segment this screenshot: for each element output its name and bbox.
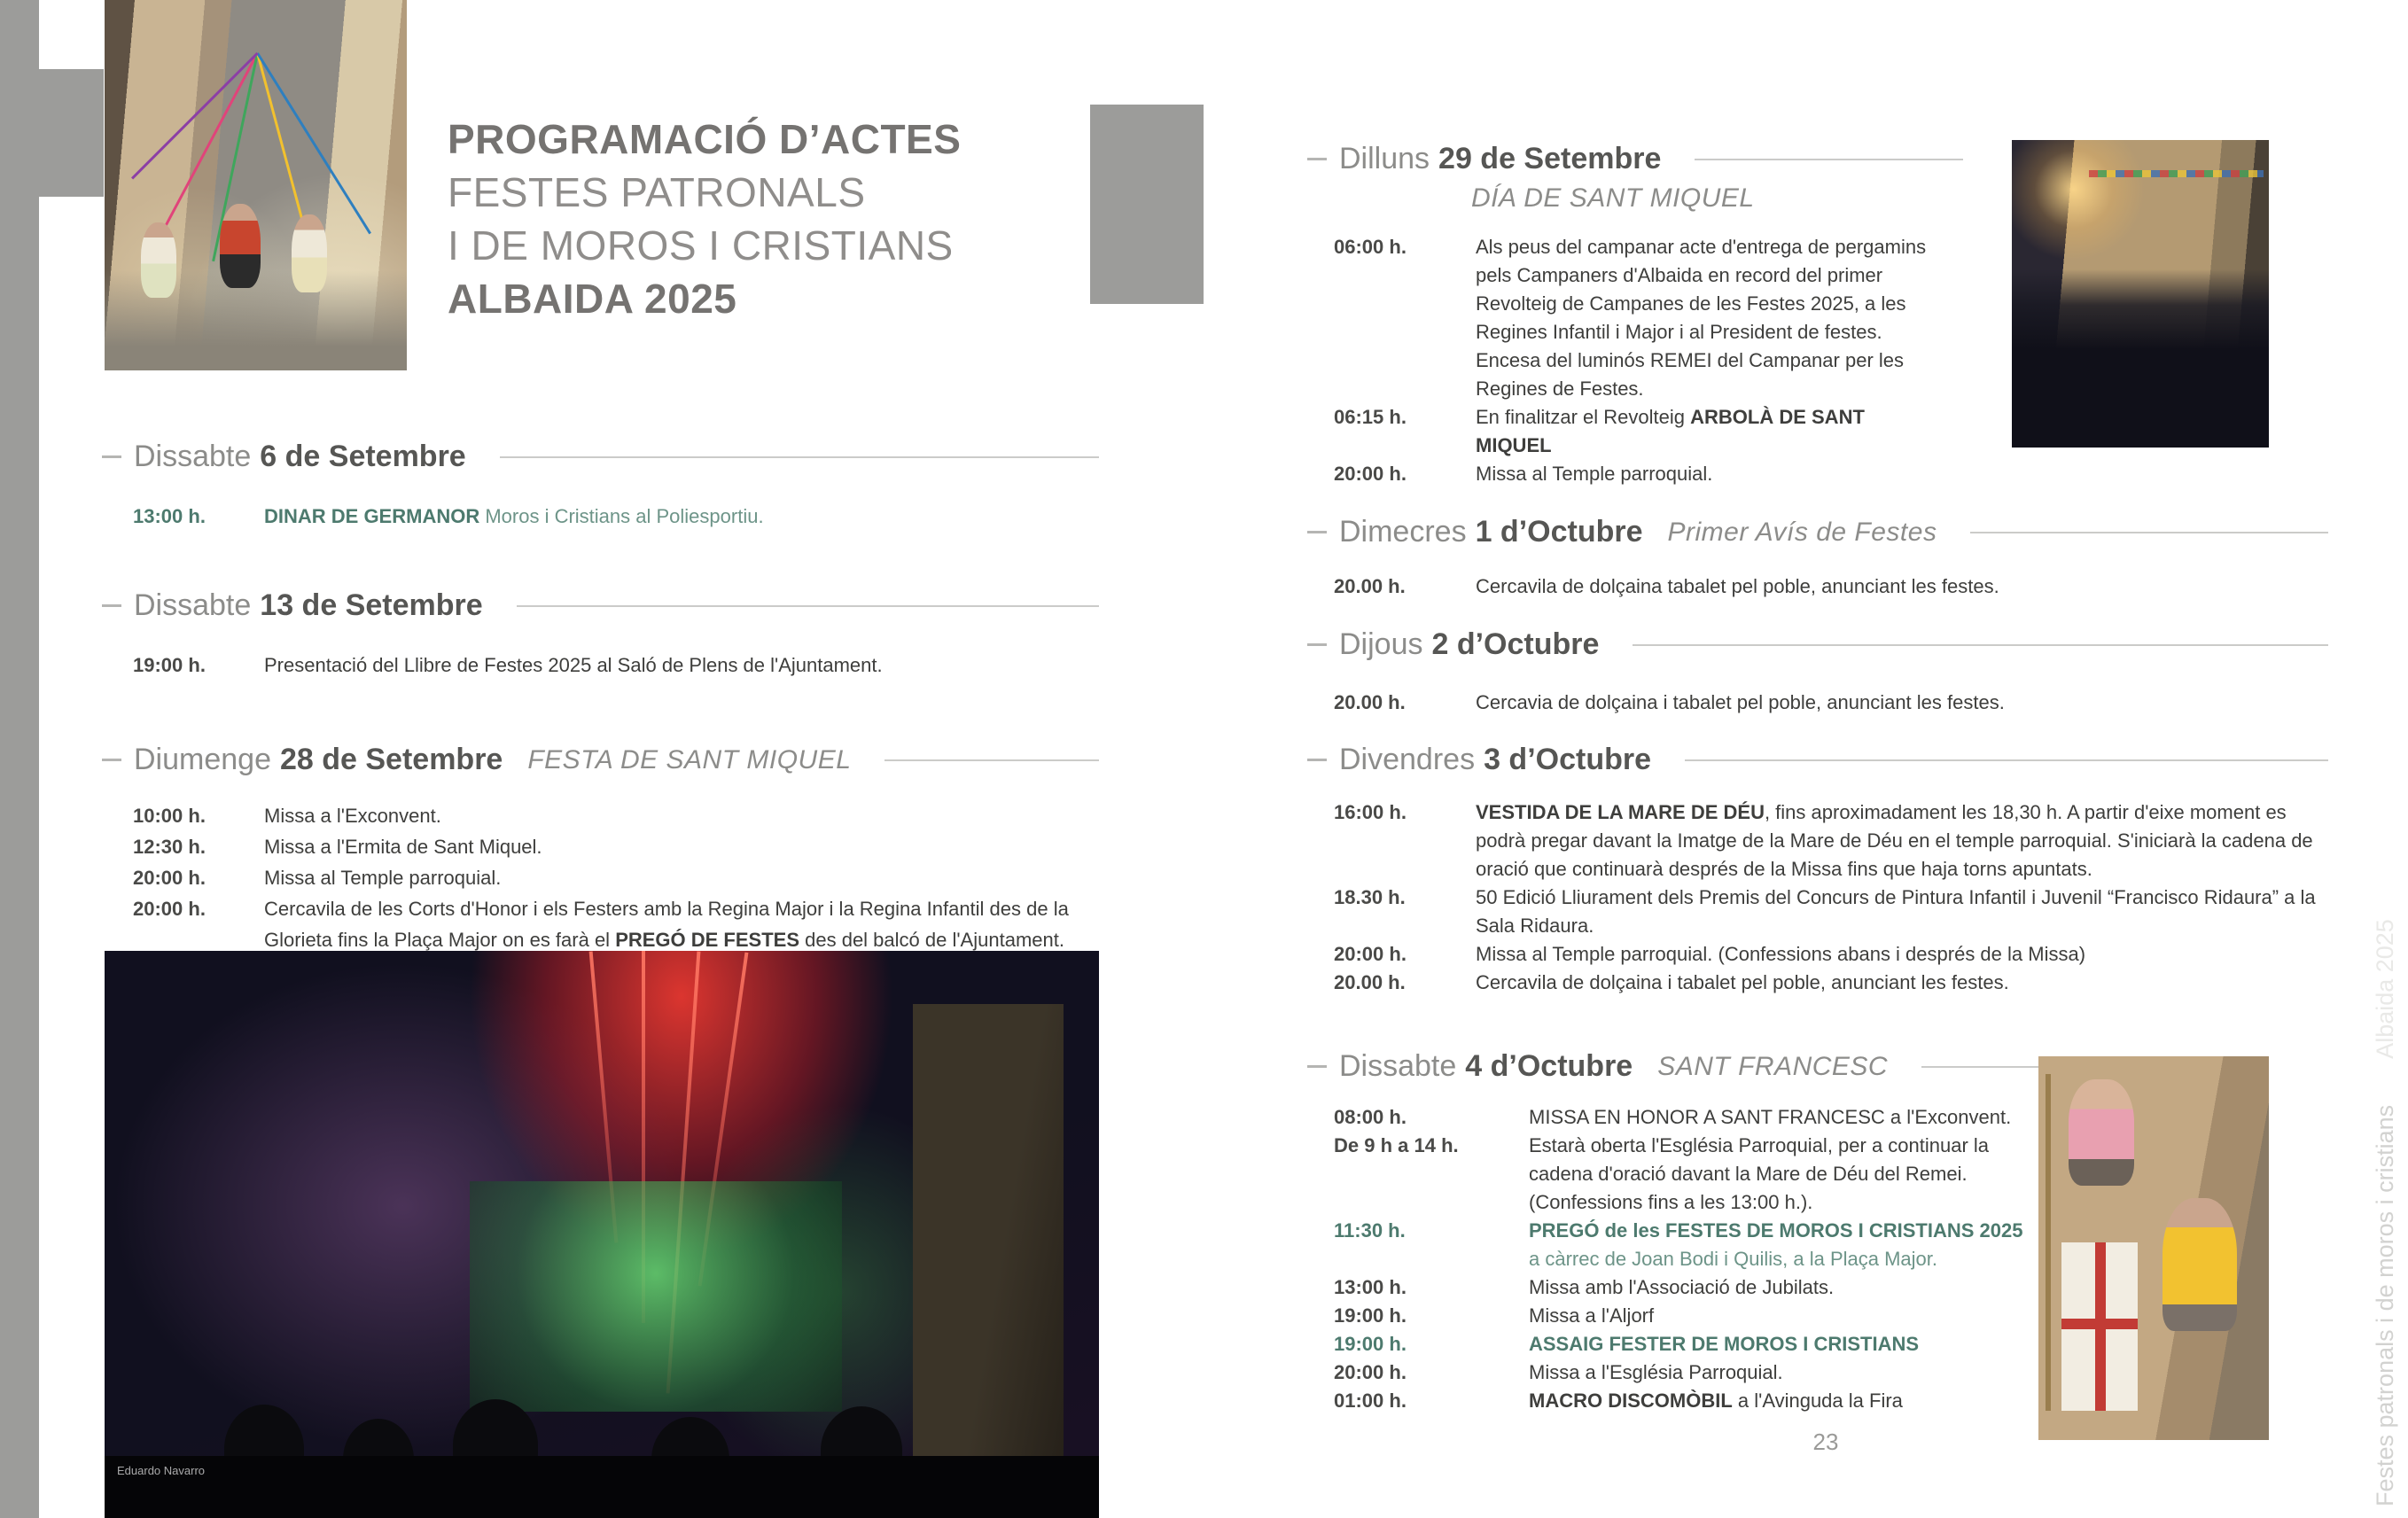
event-text: Missa amb l'Associació de Jubilats. — [1529, 1276, 1835, 1298]
section-heading — [1307, 743, 2328, 777]
event-text: Presentació del Llibre de Festes 2025 al Saló de Plens de l'Ajuntament. — [264, 654, 883, 676]
event-time: 16:00 h. — [1334, 801, 1407, 823]
event-text: MISSA EN HONOR A SANT FRANCESC a l'Exconvent. — [1529, 1106, 2012, 1128]
event-desc — [1476, 884, 2328, 940]
event-text: Moros i Cristians al Poliesportiu. — [485, 505, 764, 527]
section-day: Divendres — [1339, 743, 1476, 776]
event-list — [102, 800, 1099, 955]
title-line-4: ALBAIDA 2025 — [448, 276, 737, 322]
event-text: Missa al Temple parroquial. (Confessions abans i després de la Missa) — [1476, 943, 2086, 965]
title-gray-block — [1090, 105, 1204, 304]
title-line-3: I DE MOROS I CRISTIANS — [448, 222, 954, 269]
section-subtitle: FESTA DE SANT MIQUEL — [527, 744, 852, 775]
event-text: Als peus del campanar acte d'entrega de pergamins pels Campaners d'Albaida en record del primer Revolteig de Campanes de les Festes 2025, a les Regines Infantil i Major i al President de festes. Encesa del luminós REMEI del Campanar per les Regines de Festes. — [1476, 236, 1927, 400]
event-time: 19:00 h. — [1334, 1304, 1407, 1327]
event-text: DINAR DE GERMANOR — [264, 505, 486, 527]
section-heading — [102, 743, 1099, 777]
event-desc — [1529, 1358, 2038, 1387]
event-row — [102, 650, 1099, 681]
heading-dash-icon — [102, 455, 121, 458]
page-number: 23 — [1812, 1428, 1839, 1455]
dancer-figure — [292, 214, 327, 292]
speaker-figure — [2069, 1079, 2134, 1186]
group-silhouette — [2012, 269, 2269, 448]
event-text: MACRO DISCOMÒBIL — [1529, 1390, 1733, 1412]
heading-rule — [517, 605, 1099, 607]
event-desc — [264, 893, 1099, 955]
section-day: Dissabte — [134, 440, 252, 473]
photo-campaners-group — [2012, 140, 2269, 448]
event-list — [102, 650, 1099, 681]
crowd-silhouette — [105, 1456, 1099, 1518]
event-row — [102, 800, 1099, 831]
heading-rule — [1695, 159, 1963, 160]
sidebar-year-label: Albaida 2025 — [2372, 919, 2398, 1059]
sidebar-festes-label: Festes patronals i de moros i cristians — [2372, 1104, 2398, 1506]
heading-dash-icon — [1307, 158, 1327, 160]
event-text: Missa al Temple parroquial. — [264, 867, 502, 889]
event-list — [102, 501, 1099, 532]
event-desc — [1529, 1103, 2038, 1132]
event-time: 12:30 h. — [133, 836, 206, 858]
event-time: 20.00 h. — [1334, 575, 1406, 597]
photo-prego-balcony — [2038, 1056, 2269, 1440]
event-text: Missa a l'Exconvent. — [264, 805, 441, 827]
event-text: PREGÓ de les FESTES DE MOROS I CRISTIANS 2025 — [1529, 1219, 2023, 1242]
sidebar-vertical-subtitle — [2372, 919, 2399, 1506]
section-date: 6 de Setembre — [260, 440, 466, 473]
section-day: Diumenge — [134, 743, 271, 776]
title-line-2: FESTES PATRONALS — [448, 169, 866, 215]
section-date: 13 de Setembre — [260, 588, 483, 622]
event-text: des del balcó de l'Ajuntament. — [799, 929, 1064, 951]
event-desc — [1476, 969, 2328, 997]
event-time: 08:00 h. — [1334, 1106, 1407, 1128]
event-row — [102, 501, 1099, 532]
event-text: Cercavila de les Corts d'Honor i els Festers amb la Regina Major i la Regina Infantil des de la Glorieta fins la Plaça Major on es farà el — [264, 898, 1069, 951]
dancer-figure — [141, 222, 176, 298]
section-day: Dissabte — [1339, 1049, 1457, 1083]
event-text: a l'Avinguda la Fira — [1732, 1390, 1903, 1412]
event-text: Cercavila de dolçaina i tabalet pel poble, anunciant les festes. — [1476, 971, 2009, 993]
section-date: 28 de Setembre — [279, 743, 503, 776]
event-time: 06:00 h. — [1334, 236, 1407, 258]
sidebar-vertical-title: PROGRAMA D’ACTES — [2363, 214, 2406, 642]
section-heading — [1307, 1049, 2038, 1084]
section-heading — [1307, 627, 2328, 662]
event-desc — [1529, 1217, 2038, 1273]
event-desc — [264, 862, 1099, 893]
event-row — [1307, 940, 2328, 969]
event-row — [1307, 572, 2328, 601]
event-time: 20:00 h. — [1334, 463, 1407, 485]
heading-rule — [884, 759, 1099, 761]
event-time: 06:15 h. — [1334, 406, 1407, 428]
heading-rule — [1970, 532, 2328, 533]
event-row — [1307, 969, 2328, 997]
heading-dash-icon — [102, 604, 121, 607]
event-desc — [1529, 1387, 2038, 1415]
event-desc — [264, 800, 1099, 831]
tower-silhouette — [913, 1004, 1064, 1518]
event-row — [102, 831, 1099, 862]
section-subtitle: Primer Avís de Festes — [1667, 517, 1937, 547]
event-desc — [1476, 233, 1932, 403]
event-desc — [1529, 1132, 2038, 1217]
heading-rule — [1685, 759, 2328, 761]
section-heading — [1307, 142, 1963, 176]
event-row — [1307, 689, 2328, 717]
page-title — [448, 113, 1086, 325]
ribbon-decoration — [131, 52, 259, 180]
section-day: Dimecres — [1339, 515, 1467, 549]
title-line-1: PROGRAMACIÓ D’ACTES — [448, 116, 962, 162]
schedule-section — [1307, 743, 2328, 997]
event-desc — [1529, 1330, 2038, 1358]
event-desc — [1476, 940, 2328, 969]
event-row — [102, 893, 1099, 955]
event-text: VESTIDA DE LA MARE DE DÉU — [1476, 801, 1765, 823]
event-desc — [264, 831, 1099, 862]
schedule-section — [102, 440, 1099, 532]
ribbon-decoration — [256, 52, 371, 234]
event-row — [102, 862, 1099, 893]
section-date: 1 d’Octubre — [1475, 515, 1643, 549]
reader-figure — [2163, 1198, 2237, 1331]
photo-street-procession — [105, 0, 407, 370]
schedule-section — [1307, 515, 2328, 601]
event-text: En finalitzar el Revolteig — [1476, 406, 1691, 428]
cross-flag — [2061, 1242, 2138, 1411]
event-text: Cercavila de dolçaina tabalet pel poble, anunciant les festes. — [1476, 575, 1999, 597]
dancer-figure — [220, 204, 261, 288]
event-time: 11:30 h. — [1334, 1219, 1406, 1242]
event-time: 19:00 h. — [1334, 1333, 1407, 1355]
event-row — [1307, 884, 2328, 940]
schedule-section — [102, 743, 1099, 955]
event-text: a càrrec de Joan Bodi i Quilis, a la Plaça Major. — [1529, 1248, 1938, 1270]
section-heading — [1307, 515, 2328, 549]
event-time: 20:00 h. — [133, 898, 206, 920]
section-heading — [102, 440, 1099, 474]
section-date: 29 de Setembre — [1438, 142, 1662, 175]
event-time: De 9 h a 14 h. — [1334, 1134, 1459, 1156]
event-time: 20:00 h. — [133, 867, 206, 889]
heading-rule — [1921, 1066, 2038, 1068]
balcony-rail — [2046, 1074, 2051, 1411]
event-desc — [1529, 1302, 2038, 1330]
section-date: 2 d’Octubre — [1431, 627, 1600, 661]
event-time: 18.30 h. — [1334, 886, 1406, 908]
section-subtitle: DÍA DE SANT MIQUEL — [1471, 183, 1755, 213]
left-gray-block — [39, 69, 104, 197]
left-edge-band — [0, 0, 39, 1518]
event-text: Cercavia de dolçaina i tabalet pel poble, anunciant les festes. — [1476, 691, 2005, 713]
event-time: 13:00 h. — [1334, 1276, 1407, 1298]
section-subtitle: SANT FRANCESC — [1657, 1051, 1889, 1081]
event-list — [1307, 689, 2328, 717]
event-desc — [1476, 403, 1932, 460]
green-lit-facade — [470, 1181, 842, 1412]
heading-dash-icon — [102, 759, 121, 761]
event-text: ARBOLÀ DE SANT MIQUEL — [1476, 406, 1865, 456]
section-date: 3 d’Octubre — [1484, 743, 1652, 776]
event-desc — [1476, 798, 2328, 884]
section-day: Dijous — [1339, 627, 1423, 661]
heading-dash-icon — [1307, 643, 1327, 646]
event-row — [1307, 798, 2328, 884]
event-text: Estarà oberta l'Església Parroquial, per a continuar la cadena d'oració davant la Mare de Déu del Remei. (Confessions fins a les 13:00 h.). — [1529, 1134, 1990, 1213]
event-time: 20.00 h. — [1334, 971, 1406, 993]
heading-rule — [500, 456, 1099, 458]
section-date: 4 d’Octubre — [1465, 1049, 1633, 1083]
event-text: Missa al Temple parroquial. — [1476, 463, 1713, 485]
event-desc — [264, 650, 1099, 681]
heading-rule — [1633, 644, 2328, 646]
event-text: Missa a l'Ermita de Sant Miquel. — [264, 836, 542, 858]
schedule-section — [102, 588, 1099, 681]
event-row — [1307, 460, 2328, 488]
event-time: 20:00 h. — [1334, 1361, 1407, 1383]
event-list — [1307, 798, 2328, 997]
event-time: 13:00 h. — [133, 505, 206, 527]
event-time: 01:00 h. — [1334, 1390, 1407, 1412]
section-day: Dilluns — [1339, 142, 1430, 175]
event-time: 20.00 h. — [1334, 691, 1406, 713]
heading-dash-icon — [1307, 531, 1327, 533]
heading-dash-icon — [1307, 759, 1327, 761]
photo-credit: Eduardo Navarro — [117, 1464, 205, 1477]
bunting-decoration — [2089, 170, 2264, 177]
event-time: 19:00 h. — [133, 654, 206, 676]
event-desc — [264, 501, 1099, 532]
event-desc — [1476, 460, 1932, 488]
section-day: Dissabte — [134, 588, 252, 622]
event-text: , fins aproximadament les 18,30 h. A partir d'eixe moment es podrà pregar davant la Imatge de la Mare de Déu en el temple parroquial. S'iniciarà la cadena de oració que continuarà després de la Missa fins que haja torns apuntats. — [1476, 801, 2313, 880]
schedule-section — [1307, 627, 2328, 717]
section-heading — [102, 588, 1099, 623]
event-time: 20:00 h. — [1334, 943, 1407, 965]
event-text: 50 Edició Lliurament dels Premis del Concurs de Pintura Infantil i Juvenil “Francisco Ridaura” a la Sala Ridaura. — [1476, 886, 2316, 937]
event-text: Missa a l'Aljorf — [1529, 1304, 1655, 1327]
event-desc — [1476, 572, 2328, 601]
event-desc — [1529, 1273, 2038, 1302]
event-list — [1307, 572, 2328, 601]
event-text: ASSAIG FESTER DE MOROS I CRISTIANS — [1529, 1333, 1920, 1355]
event-text: Missa a l'Església Parroquial. — [1529, 1361, 1783, 1383]
heading-dash-icon — [1307, 1065, 1327, 1068]
event-text: PREGÓ DE FESTES — [615, 929, 800, 951]
event-time: 10:00 h. — [133, 805, 206, 827]
event-desc — [1476, 689, 2328, 717]
photo-fireworks-plaza — [105, 951, 1099, 1518]
